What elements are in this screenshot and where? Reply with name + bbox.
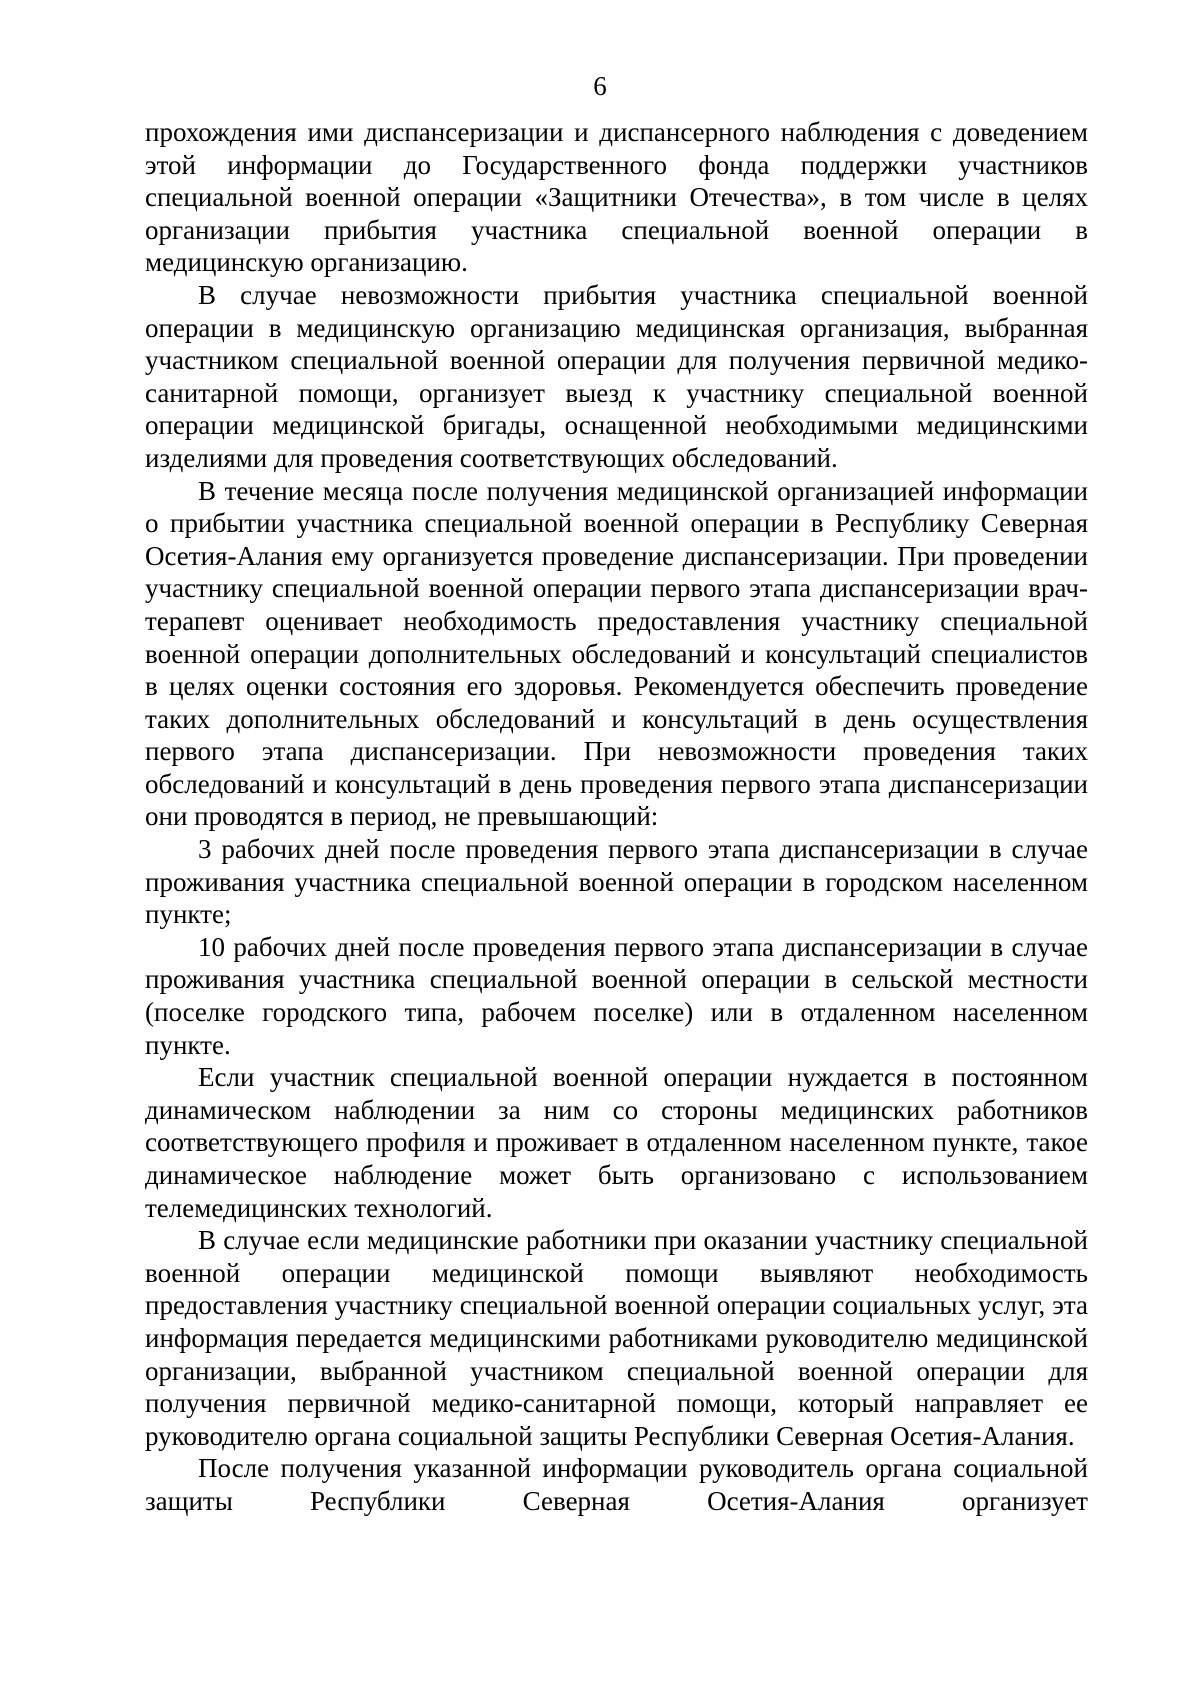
paragraph-1: прохождения ими диспансеризации и диспансерного наблюдения с доведением этой информации до Государственного фонда поддержки участников специальной военной операции «Защитники Отечества», в том числе в целях организации прибытия участника специальной военной операции в медицинскую организацию. xyxy=(145,117,1088,278)
paragraph-5: 10 рабочих дней после проведения первого этапа диспансеризации в случае проживания участника специальной военной операции в сельской местности (поселке городского типа, рабочем поселке) или в отдаленном населенном пункте. xyxy=(145,931,1088,1060)
paragraph-2: В случае невозможности прибытия участника специальной военной операции в медицинскую организацию медицинская организация, выбранная участником специальной военной операции для получения первичной медико-санитарной помощи, организует выезд к участнику специальной военной операции медицинской бригады, оснащенной необходимыми медицинскими изделиями для проведения соответствующих обследований. xyxy=(145,279,1088,473)
paragraph-7: В случае если медицинские работники при оказании участнику специальной военной операции медицинской помощи выявляют необходимость предоставления участнику специальной военной операции социальных услуг, эта информация передается медицинскими работниками руководителю медицинской организации, выбранной участником специальной военной операции для получения первичной медико-санитарной помощи, который направляет ее руководителю органа социальной защиты Республики Северная Осетия-Алания. xyxy=(145,1225,1088,1451)
paragraph-8: После получения указанной информации руководитель органа социальной защиты Республики Северная Осетия-Алания организует xyxy=(145,1453,1088,1516)
paragraph-4: 3 рабочих дней после проведения первого этапа диспансеризации в случае проживания участника специальной военной операции в городском населенном пункте; xyxy=(145,834,1088,930)
paragraph-3: В течение месяца после получения медицинской организацией информации о прибытии участника специальной военной операции в Республику Северная Осетия-Алания ему организуется проведение диспансеризации. При проведении участнику специальной военной операции первого этапа диспансеризации врач-терапевт оценивает необходимость предоставления участнику специальной военной операции дополнительных обследований и консультаций специалистов в целях оценки состояния его здоровья. Рекомендуется обеспечить проведение таких дополнительных обследований и консультаций в день осуществления первого этапа диспансеризации. При невозможности проведения таких обследований и консультаций в день проведения первого этапа диспансеризации они проводятся в период, не превышающий: xyxy=(145,475,1088,832)
page-number: 6 xyxy=(593,71,607,101)
document-body xyxy=(145,116,1088,1518)
paragraph-6: Если участник специальной военной операции нуждается в постоянном динамическом наблюдении за ним со стороны медицинских работников соответствующего профиля и проживает в отдаленном населенном пункте, такое динамическое наблюдение может быть организовано с использованием телемедицинских технологий. xyxy=(145,1062,1088,1223)
